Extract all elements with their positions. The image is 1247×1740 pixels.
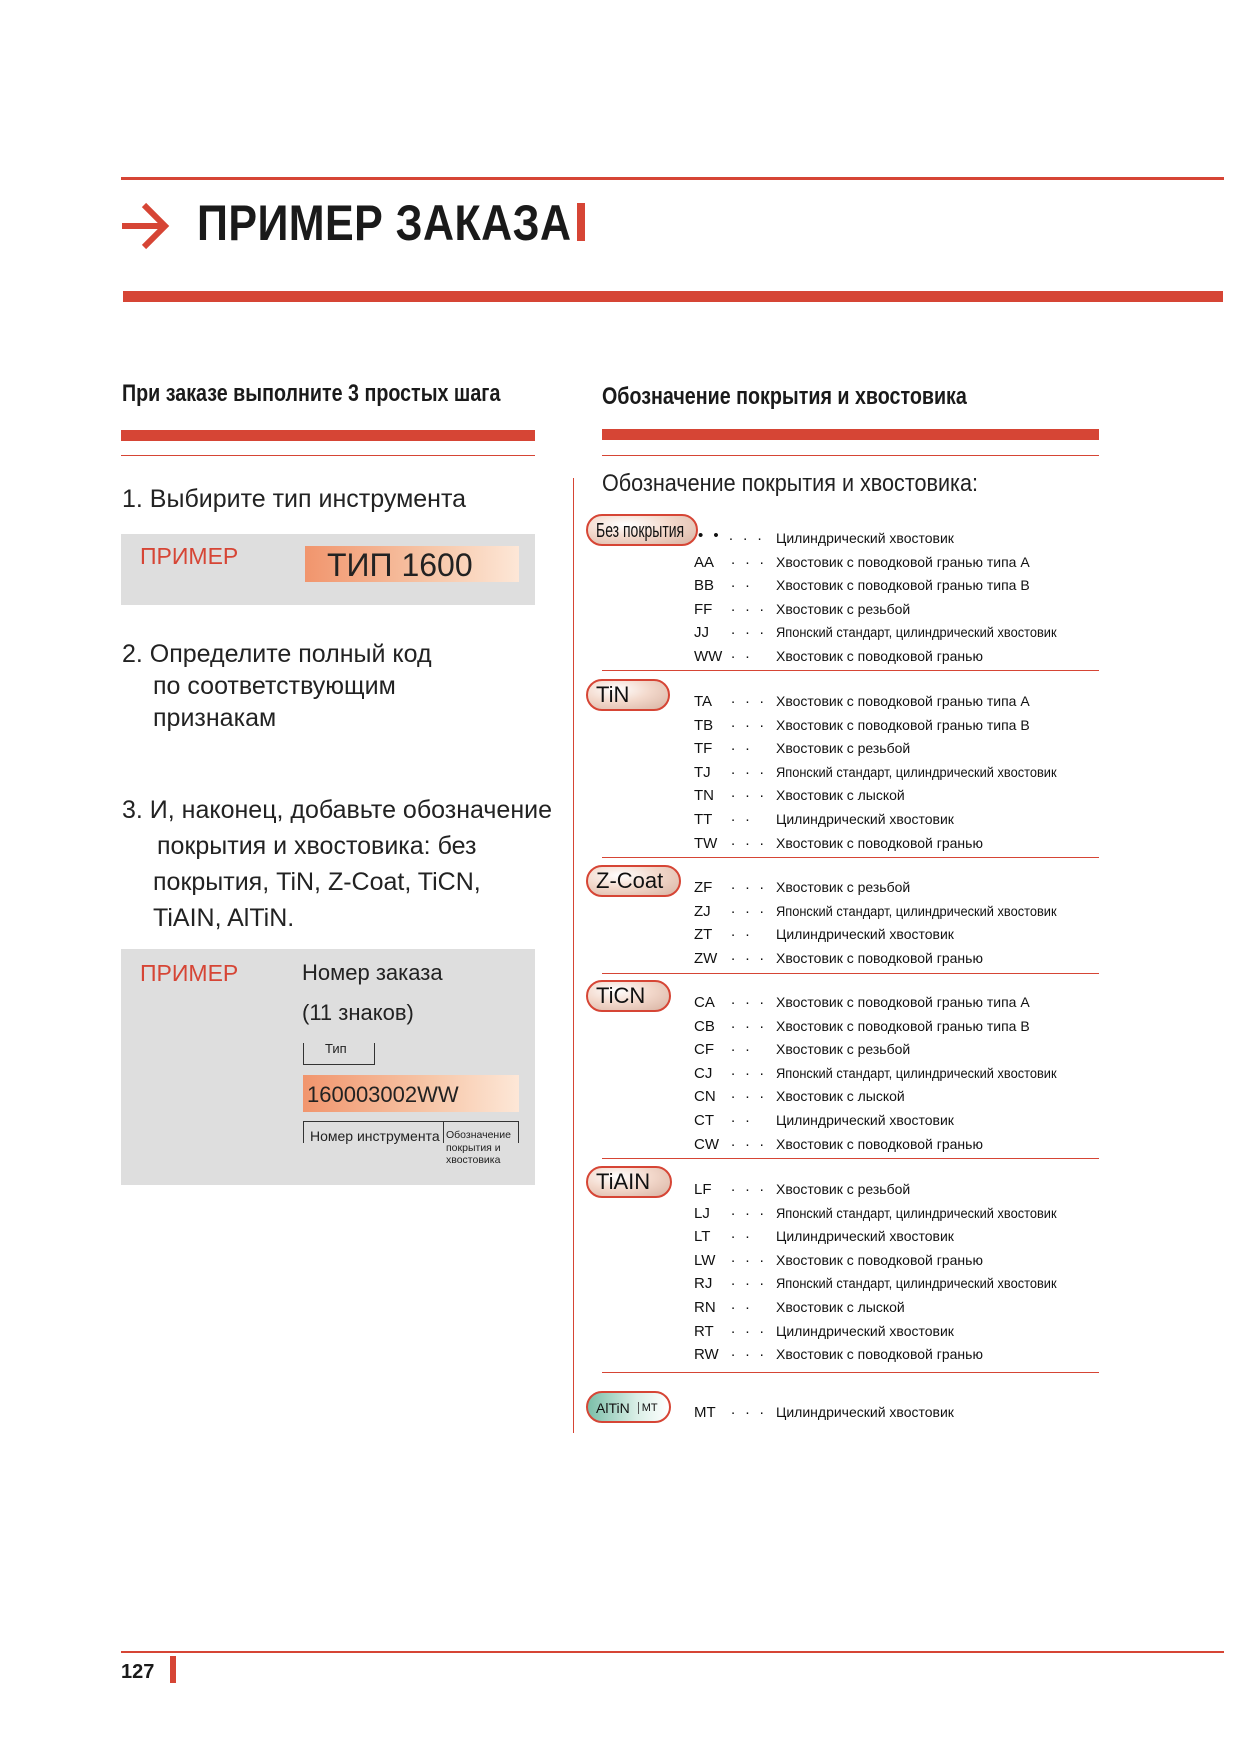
coating-entry — [694, 947, 1114, 970]
entry-code: MT — [694, 1404, 716, 1421]
entry-dots: . . . — [731, 621, 767, 639]
entry-description: Хвостовик с поводковой гранью типа A — [776, 693, 1030, 709]
entry-code: WW — [694, 648, 723, 665]
entry-dots: . . . — [731, 1248, 767, 1266]
entry-code: CF — [694, 1041, 714, 1059]
page-title: ПРИМЕР ЗАКАЗА — [197, 195, 572, 251]
coating-badge — [586, 1166, 672, 1198]
entry-dots: . . . — [731, 550, 767, 568]
entry-code: CW — [694, 1135, 719, 1153]
entry-description: Хвостовик с поводковой гранью типа A — [776, 553, 1030, 570]
coating-label-line: покрытия и — [446, 1141, 501, 1154]
entry-dots: . . . — [731, 597, 767, 615]
entry-dots: . . — [731, 645, 753, 662]
entry-code: CN — [694, 1088, 716, 1106]
entry-code: LF — [694, 1181, 712, 1198]
entry-code: ZJ — [694, 902, 711, 920]
step-2-line: 2. Определите полный код — [122, 640, 432, 668]
coating-entry — [694, 527, 1114, 550]
entry-code: ZF — [694, 879, 713, 896]
entry-description: Японский стандарт, цилиндрический хвостовик — [776, 1065, 1057, 1081]
coating-entry — [694, 1343, 1114, 1366]
coating-entry — [694, 1133, 1114, 1156]
entry-dots: . . — [731, 923, 753, 941]
example-label: ПРИМЕР — [140, 960, 239, 986]
coating-badge — [586, 514, 698, 546]
entry-code: BB — [694, 577, 715, 595]
entry-code: RN — [694, 1299, 716, 1316]
coating-badge-suffix: MT — [638, 1402, 658, 1414]
entry-description: Хвостовик с поводковой гранью — [776, 1251, 983, 1268]
step-3-line: покрытия и хвостовика: без — [157, 832, 477, 860]
coating-label — [446, 1129, 511, 1167]
coating-entry — [694, 1062, 1114, 1085]
entry-dots: . . . — [731, 1201, 767, 1219]
order-number-length: (11 знаков) — [302, 1000, 414, 1025]
entry-dots: • • . . . — [698, 527, 765, 544]
coating-entry — [694, 1038, 1114, 1061]
page-number: 127 — [121, 1661, 155, 1683]
entry-dots: . . — [731, 1225, 753, 1243]
right-heading-rule — [602, 455, 1099, 456]
entry-code: TF — [694, 740, 713, 758]
entry-description: Японский стандарт, цилиндрический хвостовик — [776, 1205, 1057, 1221]
coating-entry — [694, 1272, 1114, 1295]
coating-heading: Обозначение покрытия и хвостовика — [602, 383, 967, 410]
entry-dots: . . — [731, 1296, 753, 1313]
coating-entry — [694, 1085, 1114, 1108]
group-separator — [602, 1158, 1099, 1159]
tool-number-label: Номер инструмента — [310, 1128, 440, 1144]
entry-dots: . . . — [731, 946, 767, 964]
step-3 — [122, 792, 592, 936]
coating-entry — [694, 737, 1114, 760]
right-heading-bar — [602, 429, 1099, 440]
coating-entry — [694, 1296, 1114, 1319]
entry-code: JJ — [694, 624, 709, 642]
coating-entry — [694, 714, 1114, 737]
entry-dots: . . . — [731, 1085, 767, 1103]
entry-dots: . . . — [731, 690, 767, 707]
page-number-marker — [170, 1656, 176, 1683]
coating-entry — [694, 1320, 1114, 1343]
coating-badge — [586, 980, 671, 1012]
entry-code: CB — [694, 1017, 715, 1035]
entry-dots: . . . — [731, 713, 767, 731]
entry-description: Японский стандарт, цилиндрический хвостовик — [776, 625, 1057, 641]
entry-description: Японский стандарт, цилиндрический хвостовик — [776, 903, 1057, 919]
entry-dots: . . — [731, 737, 753, 755]
entry-code: FF — [694, 600, 713, 618]
coating-entry — [694, 1178, 1114, 1201]
coating-entry — [694, 923, 1114, 946]
entry-code: CJ — [694, 1064, 713, 1082]
entry-code: ZT — [694, 926, 713, 944]
entry-description: Японский стандарт, цилиндрический хвостовик — [776, 764, 1057, 780]
step-2-line: по соответствующим — [153, 672, 396, 700]
type-label: Тип — [325, 1041, 347, 1056]
coating-entry — [694, 598, 1114, 621]
entry-code: TW — [694, 834, 718, 852]
title-marker — [577, 203, 585, 241]
coating-entry — [694, 1202, 1114, 1225]
entry-dots: . . . — [731, 899, 767, 917]
coating-badge-label: TiN — [596, 682, 630, 707]
entry-description: Хвостовик с поводковой гранью типа B — [776, 1017, 1030, 1034]
entry-description: Цилиндрический хвостовик — [776, 811, 954, 827]
entry-description: Хвостовик с поводковой гранью типа B — [776, 577, 1030, 594]
entry-code: LT — [694, 1228, 711, 1246]
entry-code: CA — [694, 994, 715, 1011]
entry-code: LJ — [694, 1204, 710, 1222]
entry-dots: . . — [731, 1109, 753, 1126]
entry-description: Хвостовик с резьбой — [776, 1181, 911, 1197]
group-separator — [602, 1372, 1099, 1373]
coating-entry — [694, 991, 1114, 1014]
entry-dots: . . . — [731, 1178, 767, 1195]
coating-entry — [694, 574, 1114, 597]
entry-dots: . . . — [731, 876, 767, 893]
step-3-line: 3. И, наконец, добавьте обозначение — [122, 796, 552, 824]
coating-entry — [694, 1109, 1114, 1132]
entry-code: TT — [694, 811, 713, 828]
entry-dots: . . — [731, 1038, 753, 1056]
entry-description: Хвостовик с поводковой гранью — [776, 834, 983, 851]
coating-badge — [586, 865, 681, 897]
entry-description: Хвостовик с резьбой — [776, 879, 911, 895]
coating-badge-label: Без покрытия — [596, 520, 685, 542]
entry-dots: . . . — [731, 784, 767, 802]
group-separator — [602, 670, 1099, 671]
entry-dots: . . . — [731, 1061, 767, 1079]
entry-description: Хвостовик с резьбой — [776, 600, 911, 617]
entry-code: ZW — [694, 949, 718, 967]
entry-description: Хвостовик с поводковой гранью — [776, 1135, 983, 1152]
coating-entry — [694, 1249, 1114, 1272]
coating-badge-label: AlTiN — [596, 1400, 630, 1417]
order-number-title: Номер заказа — [302, 960, 443, 985]
entry-dots: . . . — [731, 760, 767, 778]
coating-entry — [694, 690, 1114, 713]
coating-entry — [694, 832, 1114, 855]
entry-code: RT — [694, 1322, 714, 1340]
coating-entry — [694, 645, 1114, 668]
entry-code: TJ — [694, 763, 711, 781]
example-type-code: ТИП 1600 — [305, 546, 519, 582]
entry-description: Цилиндрический хвостовик — [776, 530, 954, 546]
entry-description: Хвостовик с поводковой гранью — [776, 1346, 983, 1363]
entry-code: TB — [694, 716, 714, 734]
coating-entry — [694, 1225, 1114, 1248]
entry-dots: . . . — [731, 1343, 767, 1361]
coating-entry — [694, 808, 1114, 831]
entry-description: Хвостовик с поводковой гранью — [776, 648, 983, 664]
group-separator — [602, 973, 1099, 974]
entry-description: Хвостовик с резьбой — [776, 740, 911, 757]
example-order-code: 160003002WW — [303, 1075, 519, 1112]
coating-entry — [694, 761, 1114, 784]
coating-entry — [694, 551, 1114, 574]
entry-description: Хвостовик с поводковой гранью — [776, 949, 983, 966]
coating-subtitle: Обозначение покрытия и хвостовика: — [602, 470, 979, 497]
entry-description: Японский стандарт, цилиндрический хвостовик — [776, 1276, 1057, 1292]
step-1: 1. Выбирите тип инструмента — [122, 485, 467, 513]
coating-badge — [586, 679, 670, 711]
coating-badge — [586, 1391, 671, 1423]
coating-entry — [694, 876, 1114, 899]
step-2 — [122, 638, 542, 734]
left-heading-rule — [121, 455, 535, 456]
entry-description: Цилиндрический хвостовик — [776, 926, 954, 943]
entry-description: Цилиндрический хвостовик — [776, 1404, 954, 1420]
entry-code: TA — [694, 693, 713, 710]
entry-code: RJ — [694, 1275, 713, 1293]
step-3-line: TiAIN, AlTiN. — [153, 904, 295, 932]
coating-entry — [694, 621, 1114, 644]
entry-description: Хвостовик с поводковой гранью типа A — [776, 994, 1030, 1010]
coating-label-line: Обозначение — [446, 1129, 511, 1141]
entry-dots: . . . — [731, 831, 767, 849]
header-bar — [123, 291, 1223, 302]
footer-rule — [121, 1651, 1224, 1653]
entry-dots: . . . — [731, 1272, 767, 1290]
column-divider — [573, 478, 574, 1433]
entry-description: Хвостовик с поводковой гранью типа B — [776, 716, 1030, 733]
entry-dots: . . . — [731, 1401, 767, 1418]
entry-dots: . . — [731, 574, 753, 592]
coating-entry — [694, 1015, 1114, 1038]
step-3-line: покрытия, TiN, Z-Coat, TiCN, — [153, 868, 481, 896]
entry-dots: . . . — [731, 1132, 767, 1150]
top-rule — [121, 177, 1224, 180]
entry-dots: . . . — [731, 991, 767, 1008]
example-label: ПРИМЕР — [140, 543, 239, 569]
entry-description: Цилиндрический хвостовик — [776, 1112, 954, 1128]
left-heading-bar — [121, 430, 535, 441]
entry-dots: . . . — [731, 1319, 767, 1337]
coating-badge-label: Z-Coat — [596, 868, 664, 893]
entry-description: Цилиндрический хвостовик — [776, 1228, 954, 1245]
entry-code: LW — [694, 1251, 716, 1269]
step-2-line: признакам — [153, 704, 277, 732]
coating-badge-label: TiAIN — [596, 1169, 651, 1194]
coating-entry — [694, 900, 1114, 923]
entry-code: AA — [694, 553, 715, 571]
coating-badge-label: TiCN — [596, 983, 646, 1008]
entry-code: RW — [694, 1346, 719, 1364]
group-separator — [602, 857, 1099, 858]
steps-heading: При заказе выполните 3 простых шага — [122, 380, 501, 407]
entry-description: Хвостовик с лыской — [776, 787, 905, 804]
entry-dots: . . — [731, 808, 753, 825]
entry-description: Цилиндрический хвостовик — [776, 1322, 954, 1339]
entry-dots: . . . — [731, 1014, 767, 1032]
entry-description: Хвостовик с резьбой — [776, 1041, 911, 1058]
coating-entry — [694, 784, 1114, 807]
entry-code: CT — [694, 1112, 714, 1129]
coating-entry — [694, 1401, 1114, 1424]
entry-code: TN — [694, 787, 714, 805]
entry-description: Хвостовик с лыской — [776, 1299, 905, 1315]
coating-label-line: хвостовика — [446, 1154, 501, 1166]
entry-description: Хвостовик с лыской — [776, 1088, 905, 1105]
arrow-right-icon — [118, 199, 172, 253]
